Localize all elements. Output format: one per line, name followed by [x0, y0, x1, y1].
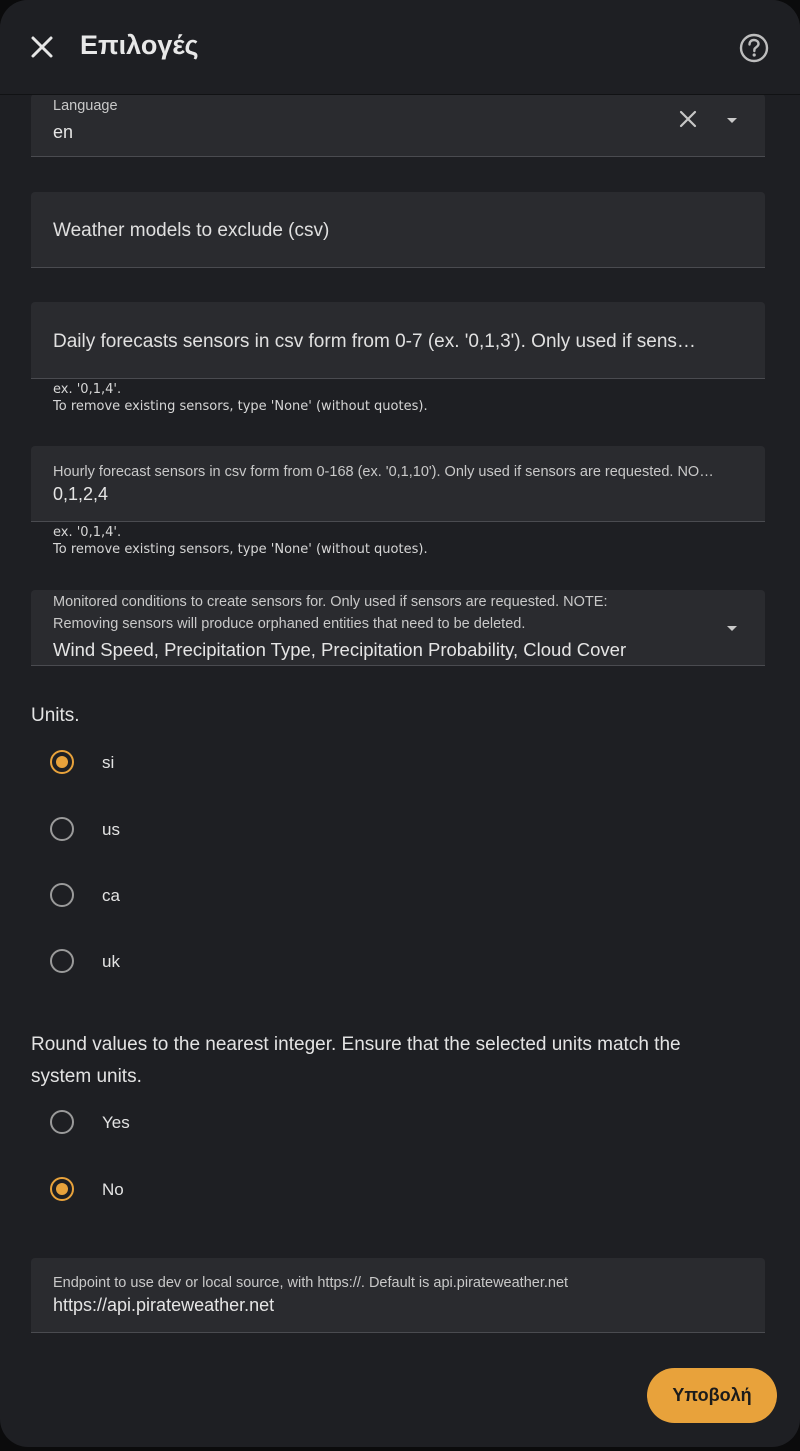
chevron-down-icon[interactable]: [727, 626, 737, 631]
hourly-sensors-helper: [53, 524, 428, 558]
dialog-header: [0, 0, 800, 95]
radio-label: ca: [102, 886, 120, 905]
radio-round-yes[interactable]: [48, 1108, 348, 1142]
exclude-models-label: Weather models to exclude (csv): [53, 220, 330, 241]
radio-units-ca[interactable]: [48, 881, 348, 915]
radio-button[interactable]: [50, 817, 74, 841]
helper-line: To remove existing sensors, type 'None' (without quotes).: [53, 399, 428, 414]
hourly-sensors-label: Hourly forecast sensors in csv form from 0-168 (ex. '0,1,10'). Only used if sensors are requested. NO…: [53, 464, 714, 480]
chevron-down-icon[interactable]: [727, 118, 737, 123]
daily-sensors-helper: [53, 381, 428, 415]
monitored-conditions-select[interactable]: [31, 590, 765, 666]
radio-label: us: [102, 820, 120, 839]
radio-button[interactable]: [50, 883, 74, 907]
radio-units-uk[interactable]: [48, 947, 348, 981]
helper-line: ex. '0,1,4'.: [53, 382, 122, 397]
units-label: Units.: [31, 705, 80, 726]
hourly-sensors-field[interactable]: [31, 446, 765, 522]
radio-button[interactable]: [50, 1177, 74, 1201]
submit-button[interactable]: Υποβολή: [647, 1368, 777, 1423]
close-icon[interactable]: [24, 29, 60, 65]
help-icon[interactable]: [737, 31, 771, 65]
radio-button[interactable]: [50, 949, 74, 973]
helper-line: To remove existing sensors, type 'None' (without quotes).: [53, 542, 428, 557]
endpoint-value: https://api.pirateweather.net: [53, 1295, 275, 1315]
clear-icon[interactable]: [678, 109, 698, 129]
daily-sensors-label: Daily forecasts sensors in csv form from 0-7 (ex. '0,1,3'). Only used if sens…: [53, 331, 696, 352]
radio-units-us[interactable]: [48, 815, 348, 849]
radio-round-no[interactable]: [48, 1175, 348, 1209]
radio-label: si: [102, 753, 115, 772]
hourly-sensors-value: 0,1,2,4: [53, 484, 109, 504]
daily-sensors-field[interactable]: [31, 302, 765, 379]
radio-button[interactable]: [50, 750, 74, 774]
radio-units-si[interactable]: [48, 748, 348, 782]
round-label-line: Round values to the nearest integer. Ensure that the selected units match the: [31, 1034, 681, 1055]
dialog-title: Επιλογές: [80, 30, 199, 60]
exclude-models-field[interactable]: [31, 192, 765, 268]
radio-label: Yes: [102, 1113, 130, 1132]
monitored-conditions-value: Wind Speed, Precipitation Type, Precipitation Probability, Cloud Cover: [53, 639, 627, 660]
language-label: Language: [53, 98, 118, 114]
round-label-line: system units.: [31, 1066, 142, 1087]
radio-label: No: [102, 1180, 124, 1199]
radio-label: uk: [102, 952, 120, 971]
endpoint-label: Endpoint to use dev or local source, with https://. Default is api.pirateweather.net: [53, 1275, 569, 1291]
round-label: [31, 1029, 681, 1093]
monitored-conditions-label-1: Monitored conditions to create sensors for. Only used if sensors are requested. NOTE:: [53, 594, 608, 610]
monitored-conditions-label-2: Removing sensors will produce orphaned entities that need to be deleted.: [53, 616, 526, 632]
helper-line: ex. '0,1,4'.: [53, 525, 122, 540]
radio-button[interactable]: [50, 1110, 74, 1134]
language-value: en: [53, 122, 74, 142]
endpoint-field[interactable]: [31, 1258, 765, 1333]
language-select[interactable]: [31, 94, 765, 157]
